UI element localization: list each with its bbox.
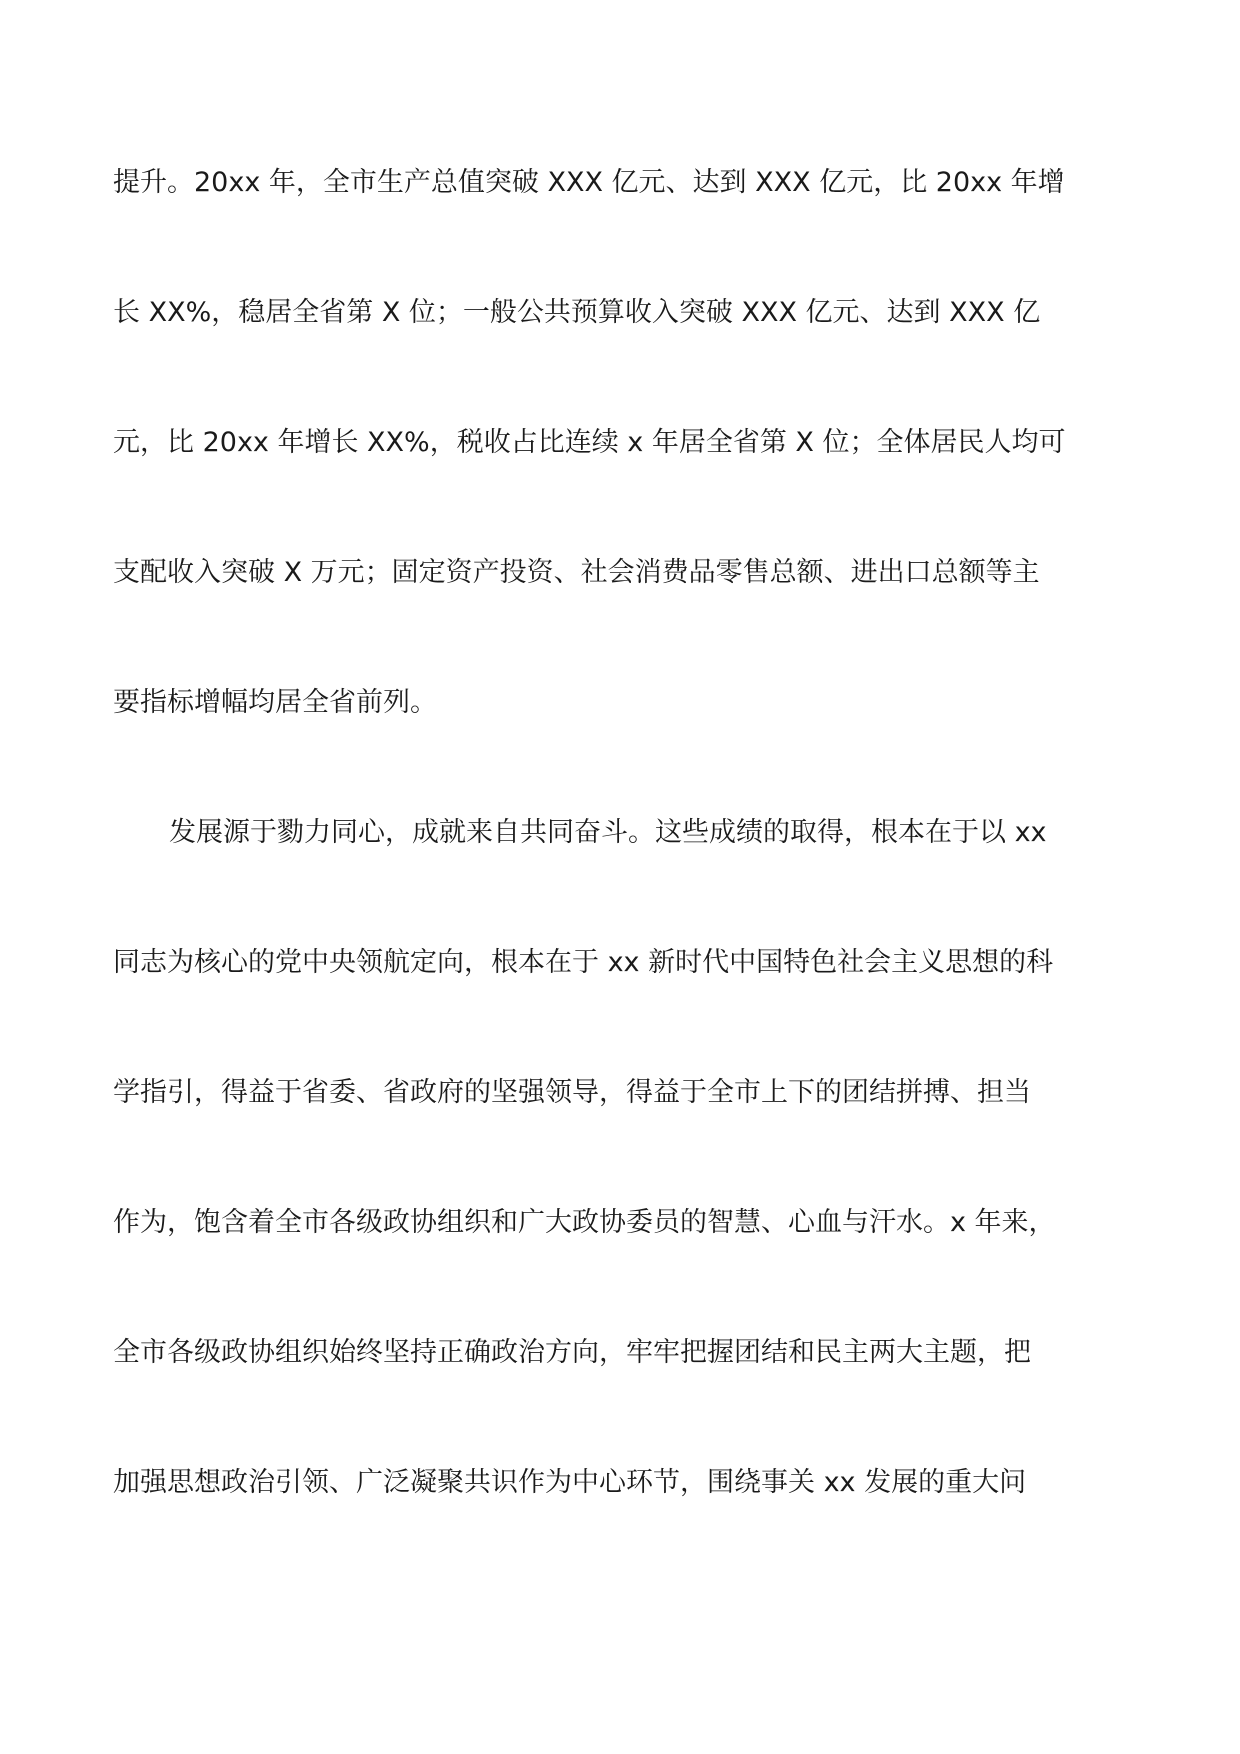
paragraph-1-line-5: 要指标增幅均居全省前列。: [113, 687, 437, 718]
paragraph-1-line-1: 提升。20xx 年，全市生产总值突破 XXX 亿元、达到 XXX 亿元，比 20xx 年增: [113, 167, 1065, 198]
paragraph-1-line-4: 支配收入突破 X 万元；固定资产投资、社会消费品零售总额、进出口总额等主: [113, 557, 1040, 588]
paragraph-2-line-4: 作为，饱含着全市各级政协组织和广大政协委员的智慧、心血与汗水。x 年来，: [113, 1207, 1056, 1238]
paragraph-2-line-1: 发展源于勠力同心，成就来自共同奋斗。这些成绩的取得，根本在于以 xx: [169, 817, 1047, 848]
paragraph-2-line-6: 加强思想政治引领、广泛凝聚共识作为中心环节，围绕事关 xx 发展的重大问: [113, 1467, 1027, 1498]
document-body: [113, 165, 1133, 1595]
paragraph-2-line-2: 同志为核心的党中央领航定向，根本在于 xx 新时代中国特色社会主义思想的科: [113, 947, 1054, 978]
paragraph-2-line-5: 全市各级政协组织始终坚持正确政治方向，牢牢把握团结和民主两大主题，把: [113, 1337, 1031, 1368]
paragraph-1-line-3: 元，比 20xx 年增长 XX%，税收占比连续 x 年居全省第 X 位；全体居民人均可: [113, 427, 1066, 458]
paragraph-2-line-3: 学指引，得益于省委、省政府的坚强领导，得益于全市上下的团结拼搏、担当: [113, 1077, 1031, 1108]
paragraph-1-line-2: 长 XX%，稳居全省第 X 位；一般公共预算收入突破 XXX 亿元、达到 XXX 亿: [113, 297, 1041, 328]
